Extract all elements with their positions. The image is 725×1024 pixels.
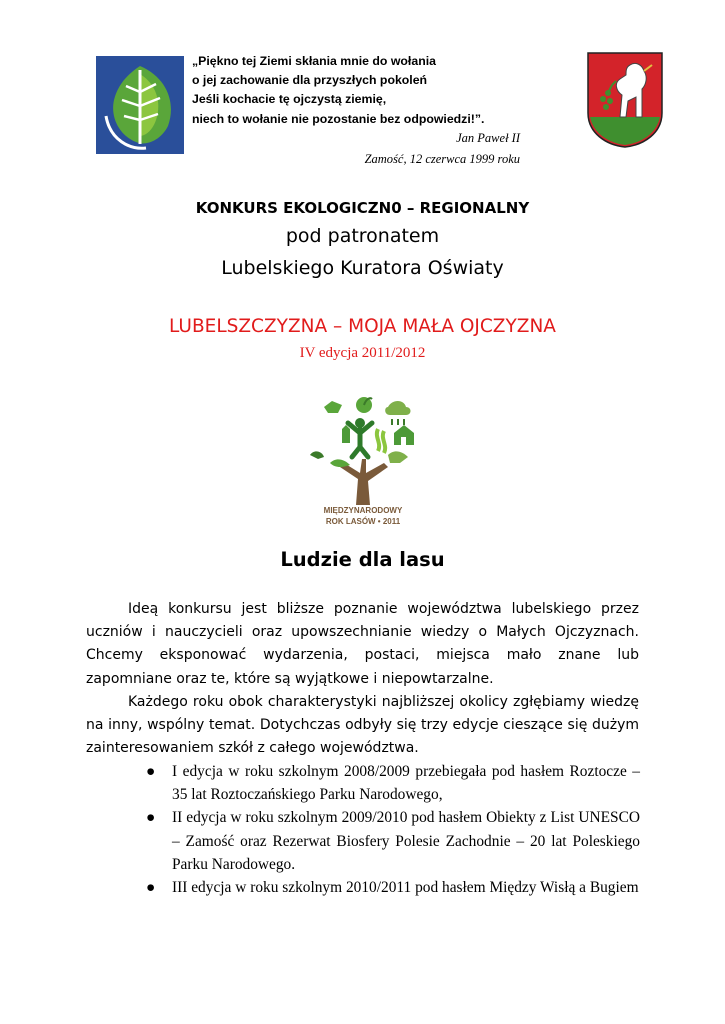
quote-author: Jan Paweł II [456,131,520,145]
list-item [146,876,640,899]
forest-logo-line-2: ROK LASÓW • 2011 [325,517,401,526]
paragraph-editions: Każdego roku obok charakterystyki najbliższej okolicy zgłębiamy wiedzę na inny, wspólny temat. Dotychczas odbyły się trzy edycje cieszące się dużym zainteresowaniem szkół z całego województwa. [86,693,639,757]
quote-line: Jeśli kochacie tę ojczystą ziemię, [192,92,387,107]
quote-line: „Piękno tej Ziemi skłania mnie do wołania [192,54,436,68]
patronage-line-1: pod patronatem [285,225,440,247]
coat-of-arms-emblem [586,51,664,149]
list-item [146,806,640,876]
eco-leaf-logo [96,56,184,154]
forest-logo-line-1: MIĘDZYNARODOWY [323,506,403,515]
patronage-line-2: Lubelskiego Kuratora Oświaty [221,257,504,279]
header-quote [192,52,484,129]
quote-line: o jej zachowanie dla przyszłych pokoleń [192,73,428,88]
bullet-icon: ● [146,763,156,780]
edition-label: IV edycja 2011/2012 [299,345,426,361]
body-text [86,598,639,760]
contest-theme: LUBELSZCZYZNA – MOJA MAŁA OJCZYZNA [169,316,556,337]
list-item-text: I edycja w roku szkolnym 2008/2009 przebiegała pod hasłem Roztocze – 35 lat Roztoczańskiego Parku Narodowego, [172,763,640,804]
section-title: Ludzie dla lasu [280,548,445,571]
bullet-icon: ● [146,809,156,827]
contest-title: KONKURS EKOLOGICZN0 – REGIONALNY [195,199,530,217]
international-year-of-forests-logo [304,393,422,531]
paragraph-intro: Ideą konkursu jest bliższe poznanie województwa lubelskiego przez uczniów i nauczycieli oraz upowszechnianie wiedzy o Małych Ojczyznach. Chcemy eksponować wydarzenia, postaci, miejsca mało znane lub zapomniane oraz te, które są wyjątkowe i niepowtarzalne. [86,601,639,687]
quote-line: niech to wołanie nie pozostanie bez odpowiedzi!”. [192,111,485,126]
bullet-icon: ● [146,879,156,897]
quote-place-date: Zamość, 12 czerwca 1999 roku [364,152,520,166]
list-item-text: II edycja w roku szkolnym 2009/2010 pod hasłem Obiekty z List UNESCO – Zamość oraz Rezerwat Biosfery Polesie Zachodnie – 20 lat Poleskiego Parku Narodowego. [172,809,640,873]
editions-list [146,760,640,899]
list-item [146,760,640,806]
list-item-text: III edycja w roku szkolnym 2010/2011 pod hasłem Między Wisłą a Bugiem [172,879,639,897]
